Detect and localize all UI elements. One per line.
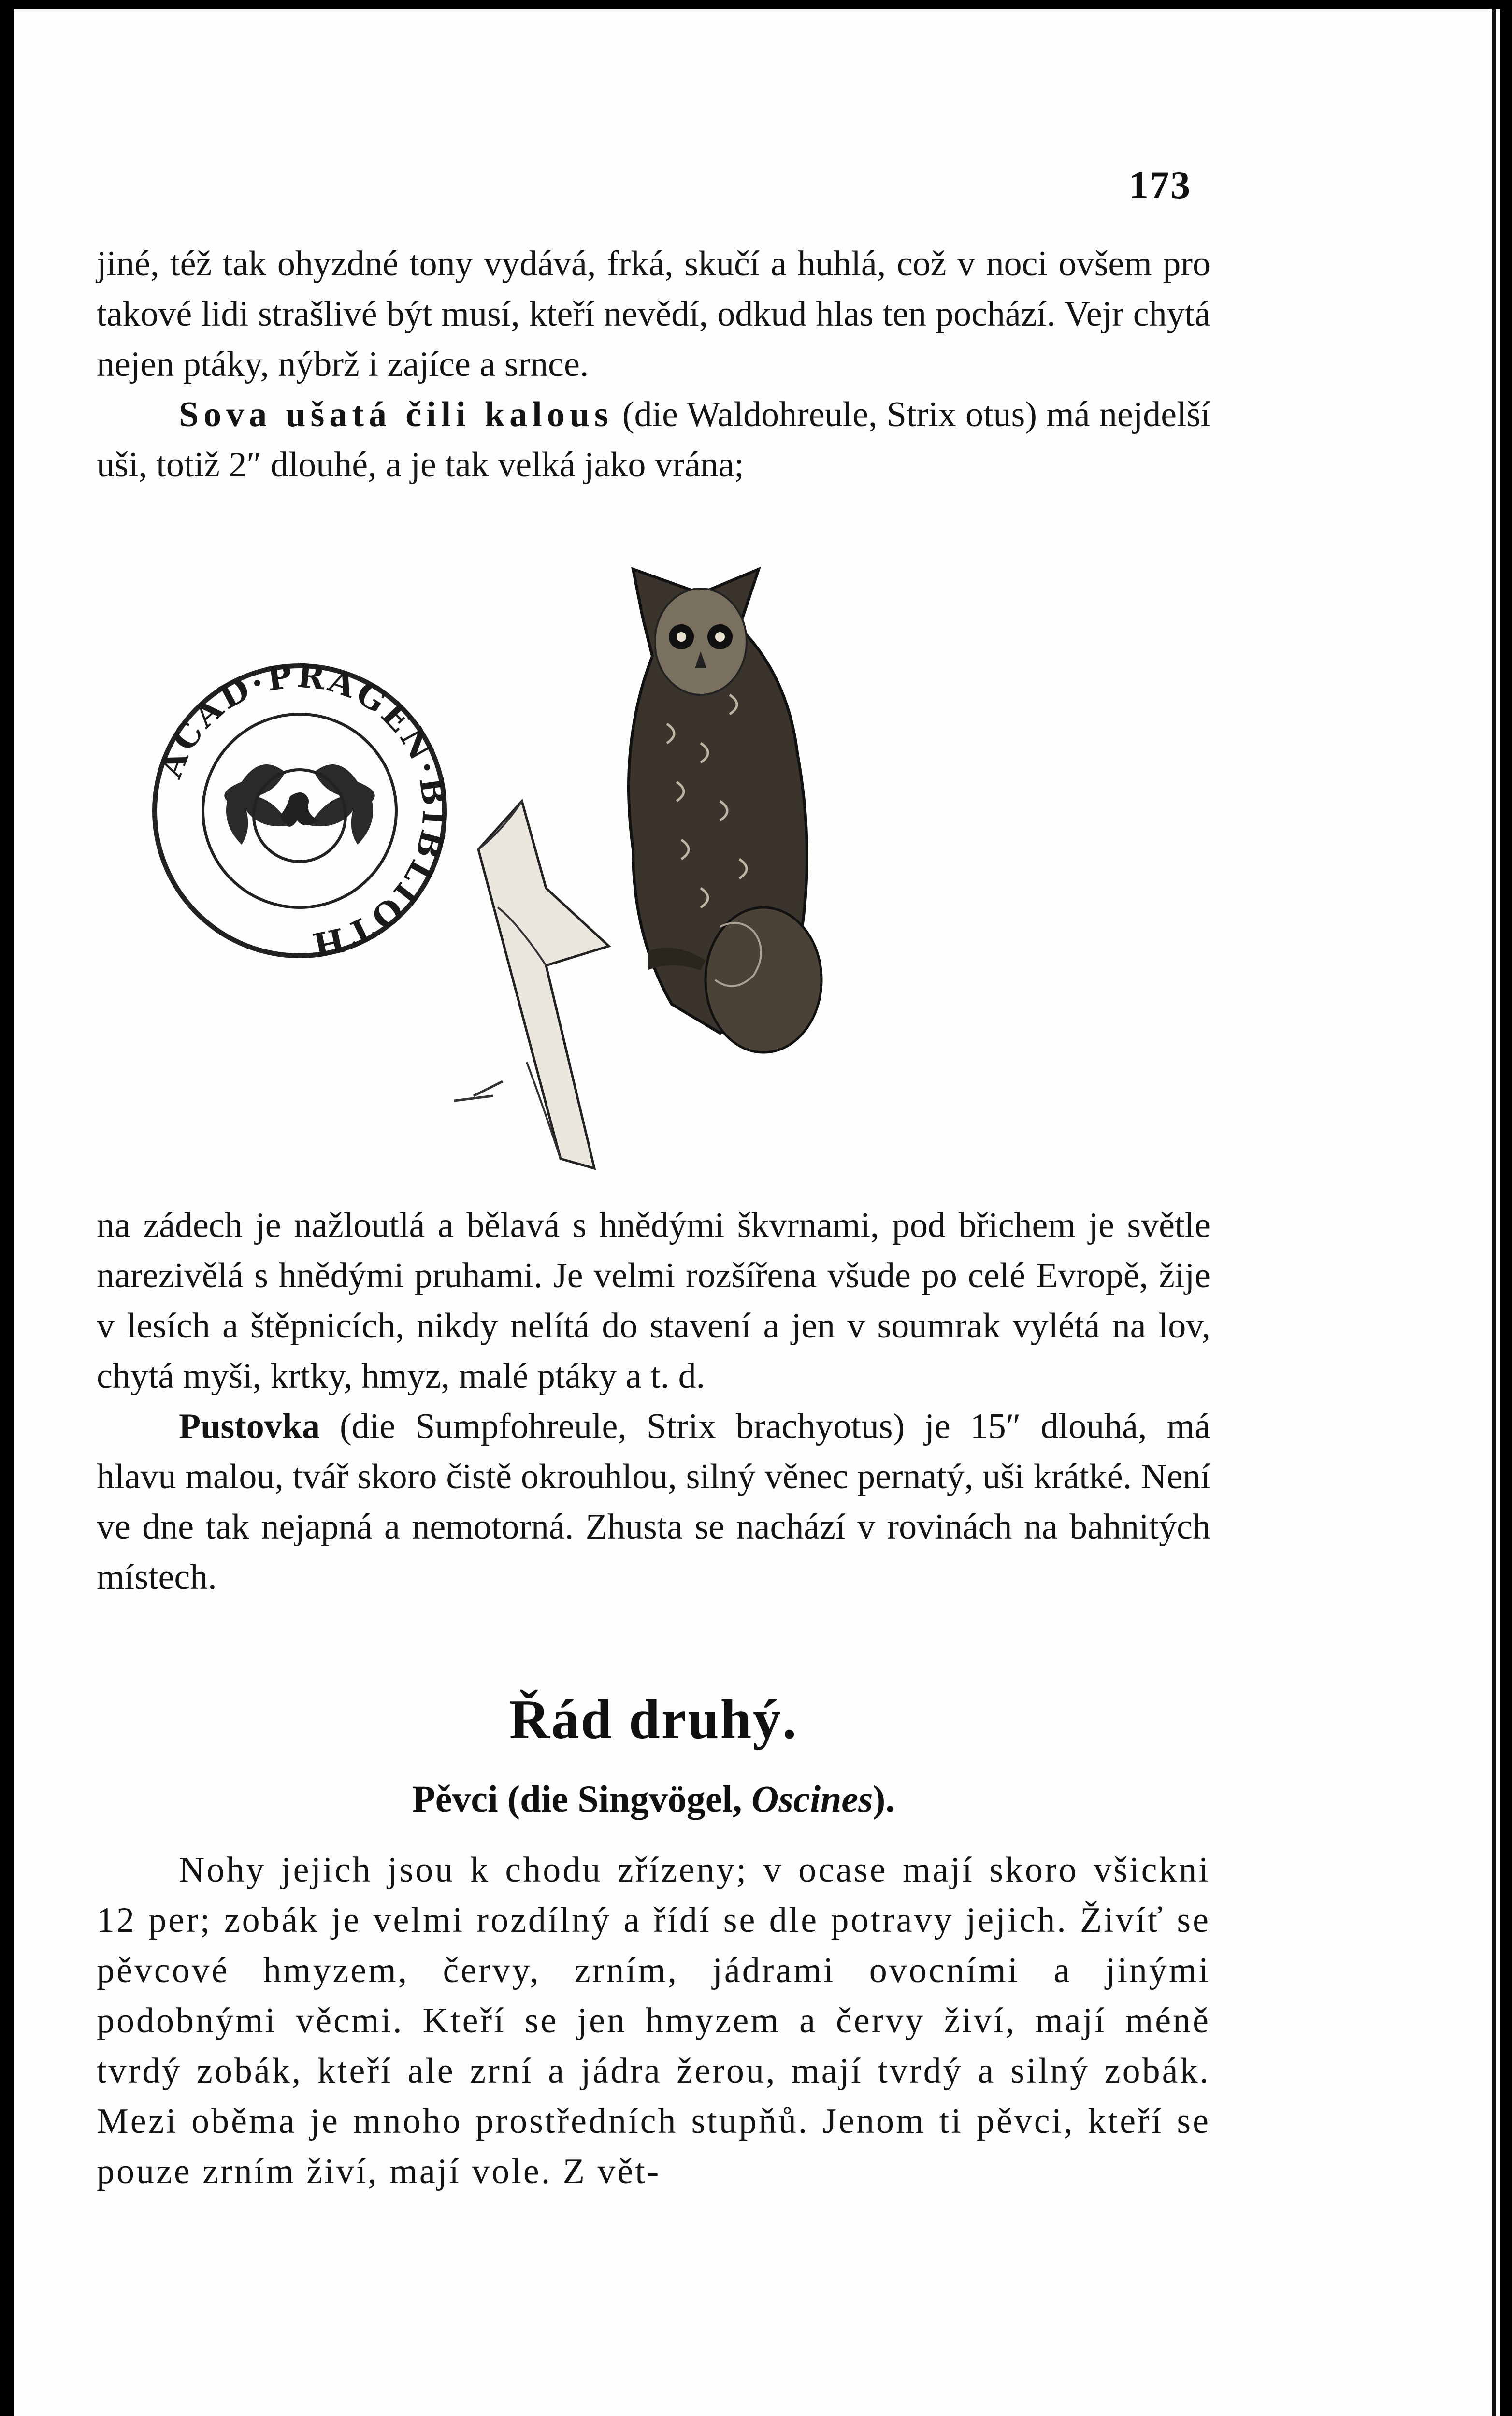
term-pustovka: Pustovka	[179, 1407, 320, 1446]
paragraph-4	[97, 1401, 1210, 1602]
library-stamp-image	[145, 656, 454, 965]
subheading-main: Pěvci (die Singvögel,	[412, 1778, 742, 1820]
stamp-lettering: ACAD·PRAGEN·BIBLIOTH	[151, 656, 454, 965]
section-subheading	[97, 1777, 1210, 1821]
book-page	[14, 9, 1500, 2416]
lion-icon	[280, 792, 319, 827]
paragraph-2-rest: má nejdelší uši, totiž 2″ dlouhé, a je tak velká jako vrána;	[97, 395, 1211, 485]
subheading-end: ).	[873, 1778, 895, 1820]
synonym-german-latin: (die Waldohreule, Strix otus)	[622, 395, 1037, 434]
page-number: 173	[1129, 163, 1191, 207]
paragraph-5: Nohy jejich jsou k chodu zřízeny; v ocase mají skoro všickni 12 per; zobák je velmi rozdílný a řídí se dle potravy jejich. Živíť se pěvcové hmyzem, červy, zrním, jádrami ovocními a jinými podobnými věcmi. Kteří se jen hmyzem a červy živí, mají méně tvrdý zobák, kteří ale zrní a jádra žerou, mají tvrdý a silný zobák. Mezi oběma je mnoho prostředních stupňů. Jenom ti pěvci, kteří se pouze zrním živí, mají vole. Z vět-	[97, 1850, 1210, 2191]
text-block-middle	[97, 1200, 1210, 1602]
term-sova-usata: Sova ušatá čili kalous	[179, 395, 613, 434]
section-heading: Řád druhý.	[509, 1689, 798, 1751]
paragraph-3: na zádech je nažloutlá a bělavá s hnědými škvrnami, pod břichem je světle narezivělá s hnědými pruhami. Je velmi rozšířena všude po celé Evropě, žije v lesích a štěpnicích, nikdy nelítá do stavení a jen v soumrak vylétá na lov, chytá myši, krtky, hmyz, malé ptáky a t. d.	[97, 1206, 1210, 1396]
paragraph-1: jiné, též tak ohyzdné tony vydává, frká, skučí a huhlá, což v noci ovšem pro takové lidi strašlivé být musí, kteří nevědí, odkud hlas ten pochází. Vejr chytá nejen ptáky, nýbrž i zajíce a srnce.	[97, 244, 1210, 384]
paragraph-4-rest: (die Sumpfohreule, Strix brachyotus) je 15″ dlouhá, má hlavu malou, tvář skoro čistě okrouhlou, silný věnec pernatý, uši krátké. Není ve dne tak nejapná a nemotorná. Zhusta se nachází v rovinách na bahnitých místech.	[97, 1407, 1210, 1597]
long-eared-owl-illustration	[449, 550, 884, 1197]
text-block-bottom	[97, 1845, 1210, 2197]
subheading-latin: Oscines	[751, 1778, 873, 1820]
margin-marks	[1492, 9, 1496, 2416]
text-block-top	[97, 239, 1210, 490]
paragraph-2	[97, 389, 1210, 490]
